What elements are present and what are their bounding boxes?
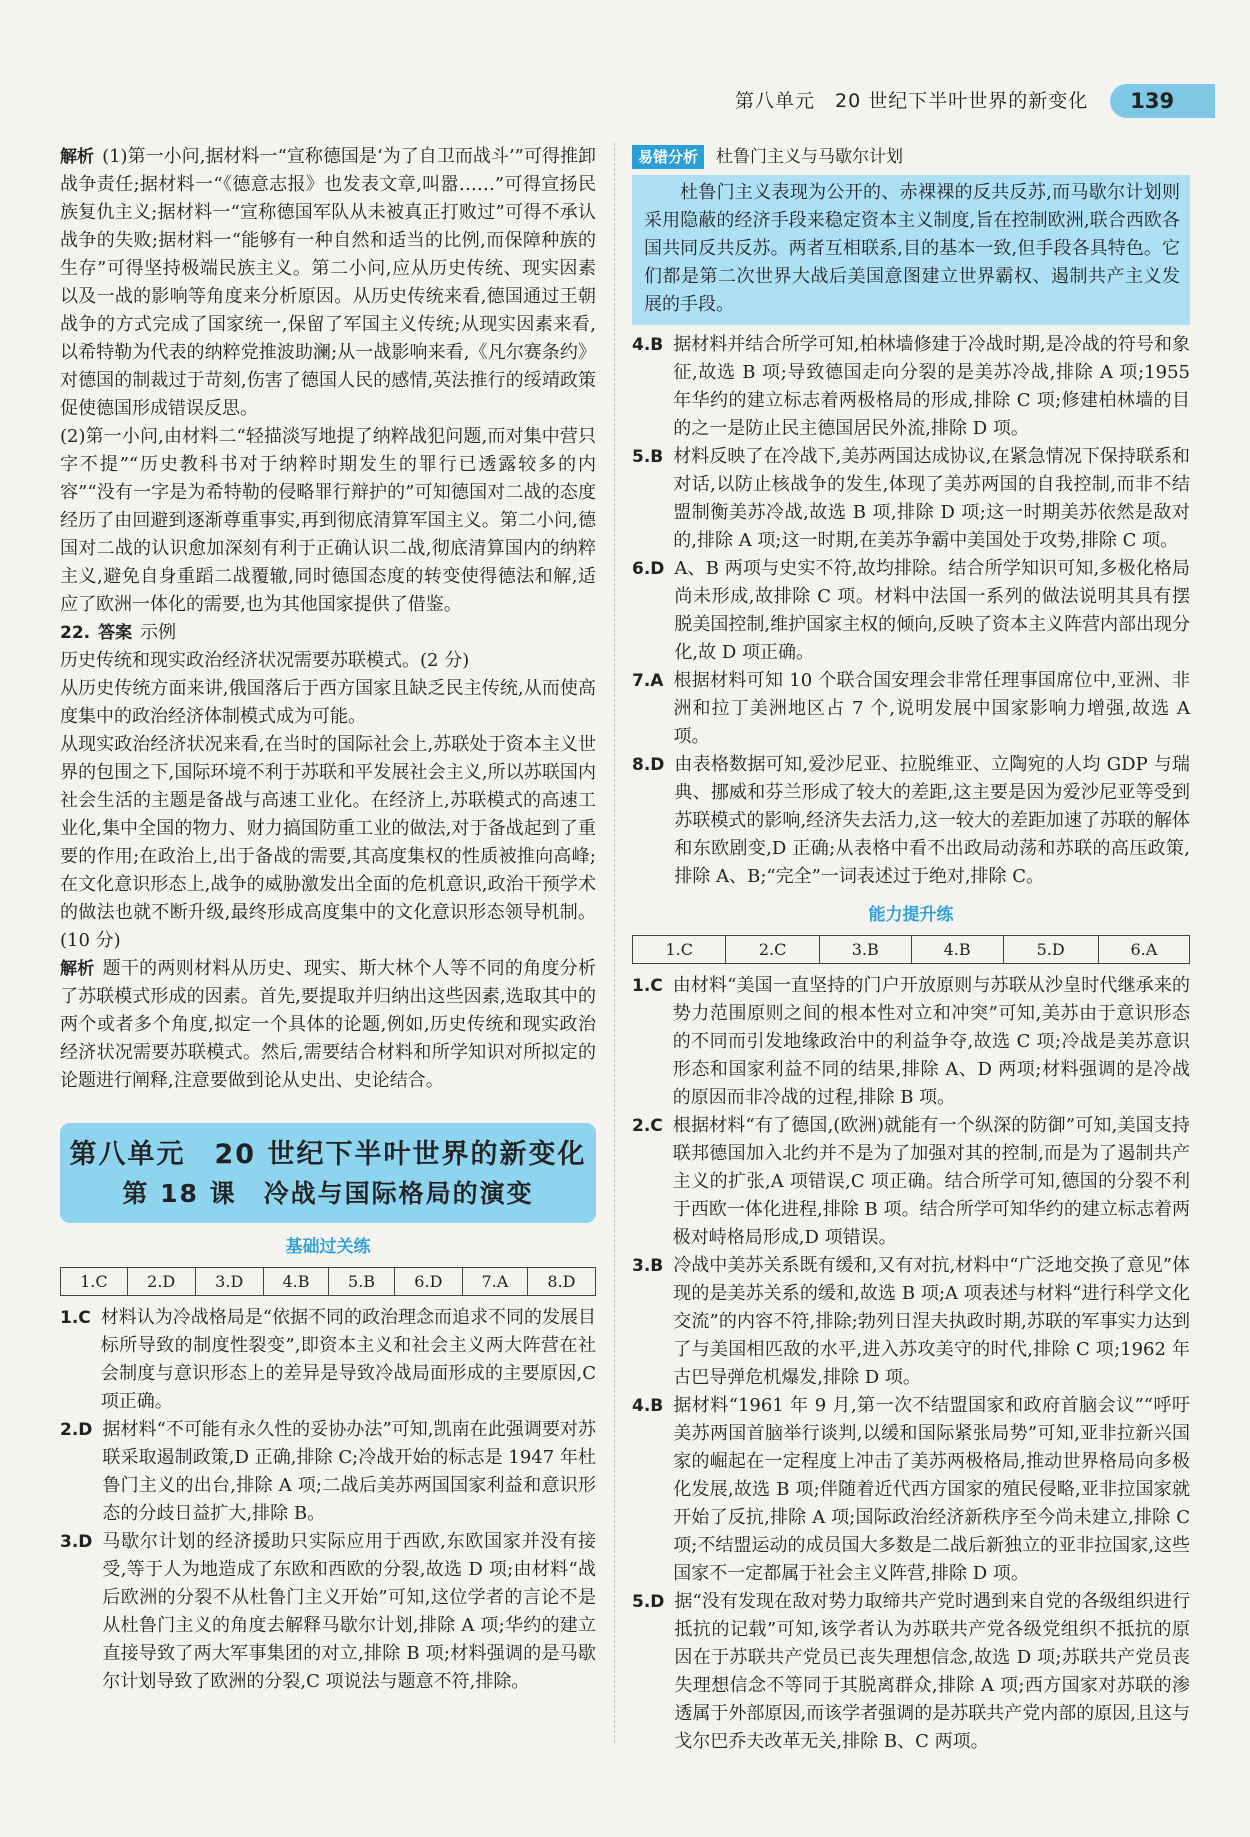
ability-item-3: 3.B 冷战中美苏关系既有缓和,又有对抗,材料中“广泛地交换了意见”体现的是美苏关系的缓和,故选 B 项;A 项表述与材料“进行科学文化交流”的内容不符,排除;勃列日涅夫执政时期,苏联的军事实力达到了与美国相匹敌的水平,进入苏攻美守的时代,排除 C 项;1962 年古巴导弹危机爆发,排除 D 项。 [632,1255,1190,1388]
lesson-title: 第 18 课 冷战与国际格局的演变 [122,1179,534,1208]
basic-answer-cell: 7.A [462,1268,527,1296]
basic-item-3: 3.D 马歇尔计划的经济援助只实际应用于西欧,东欧国家并没有接受,等于人为地造成了东欧和西欧的分裂,故选 D 项;由材料“战后欧洲的分裂不从杜鲁门主义开始”可知,这位学者的言论不是从杜鲁门主义的角度去解释马歇尔计划,排除 A 项;华约的建立直接导致了两大军事集团的对立,排除 B 项;材料强调的是马歇尔计划导致了欧洲的分裂,C 项说法与题意不符,排除。 [60,1531,596,1692]
ability-item-2: 2.C 根据材料“有了德国,(欧洲)就能有一个纵深的防御”可知,美国支持联邦德国加入北约并不是为了加强对其的控制,而是为了遏制共产主义的扩张,A 项错误,C 项正确。结合所学可知,德国的分裂不利于西欧一体化进程,排除 B 项。结合所学可知华约的建立标志着两极对峙格局形成,D 项错误。 [632,1115,1190,1248]
ability-answer-cell: 2.C [726,936,819,964]
ability-answer-cell: 1.C [633,936,726,964]
page-number: 139 [1110,84,1215,118]
analysis-22: 解析 题干的两则材料从历史、现实、斯大林个人等不同的角度分析了苏联模式形成的因素。首先,要提取并归纳出这些因素,选取其中的两个或者多个角度,拟定一个具体的论题,例如,历史传统和现实政治经济状况需要苏联模式。然后,需要结合材料和所学知识对所拟定的论题进行阐释,注意要做到论从史出、史论结合。 [60,958,597,1091]
basic-answer-cell: 5.B [329,1268,395,1296]
analysis-21-p2: (2)第一小问,由材料二“轻描淡写地提了纳粹战犯问题,而对集中营只字不提”“历史教科书对于纳粹时期发生的罪行已透露较多的内容”“没有一字是为希特勒的侵略罪行辩护的”可知德国对二战的态度经历了由回避到逐渐尊重事实,再到彻底清算军国主义。第二小问,德国对二战的认识愈加深刻有利于正确认识二战,彻底清算国内的纳粹主义,避免自身重蹈二战覆辙,同时德国态度的转变使得德法和解,适应了欧洲一体化的需要,也为其他国家提供了借鉴。 [60,426,596,615]
error-analysis-subtitle: 杜鲁门主义与马歇尔计划 [716,147,904,167]
right-column [632,143,1190,1756]
page-header [735,84,1215,118]
basic-item-8: 8.D 由表格数据可知,爱沙尼亚、拉脱维亚、立陶宛的人均 GDP 与瑞典、挪威和芬兰形成了较大的差距,这主要是因为爱沙尼亚等受到苏联模式的影响,经济失去活力,这一较大的差距加速了苏联的解体和东欧剧变,D 正确;从表格中看不出政局动荡和苏联的高压政策,排除 A、B;“完全”一词表述过于绝对,排除 C。 [632,754,1190,887]
error-analysis-box [632,175,1190,325]
ability-section-title: 能力提升练 [868,905,954,925]
basic-item-4: 4.B 据材料并结合所学可知,柏林墙修建于冷战时期,是冷战的符号和象征,故选 B 项;导致德国走向分裂的是美苏冷战,排除 A 项;1955 年华约的建立标志着两极格局的形成,排除 C 项;修建柏林墙的目的之一是防止民主德国居民外流,排除 D 项。 [632,334,1190,439]
q22-p2: 从历史传统方面来讲,俄国落后于西方国家且缺乏民主传统,从而使高度集中的政治经济体制模式成为可能。 [60,678,596,727]
basic-item-1: 1.C 材料认为冷战格局是“依据不同的政治理念而追求不同的发展目标所导致的制度性裂变”,即资本主义和社会主义两大阵营在社会制度与意识形态上的差异是导致冷战局面形成的主要原因,C 项正确。 [60,1307,596,1412]
ability-answer-table [632,935,1190,964]
error-analysis-header [632,143,1190,171]
basic-answer-cell: 3.D [195,1268,263,1296]
basic-answer-cell: 8.D [527,1268,595,1296]
ability-answer-cell: 6.A [1098,936,1189,964]
basic-answer-table [60,1267,596,1296]
ability-answer-cell: 4.B [911,936,1003,964]
basic-item-5: 5.B 材料反映了在冷战下,美苏两国达成协议,在紧急情况下保持联系和对话,以防止核战争的发生,体现了美苏两国的自我控制,而非不结盟制衡美苏冷战,故选 B 项,排除 D 项;这一时期美苏依然是敌对的,排除 A 项;这一时期,在美苏争霸中美国处于攻势,排除 C 项。 [632,446,1190,551]
ability-item-1: 1.C 由材料“美国一直坚持的门户开放原则与苏联从沙皇时代继承来的势力范围原则之间的根本性对立和冲突”可知,美苏由于意识形态的不同而引发地缘政治中的利益争夺,故选 C 项;冷战是美苏意识形态和国家利益不同的结果,排除 A、D 两项;材料强调的是冷战的原因而非冷战的过程,排除 B 项。 [632,975,1190,1108]
basic-item-7: 7.A 根据材料可知 10 个联合国安理会非常任理事国席位中,亚洲、非洲和拉丁美洲地区占 7 个,说明发展中国家影响力增强,故选 A 项。 [632,670,1190,747]
basic-item-6: 6.D A、B 两项与史实不符,故均排除。结合所学知识可知,多极化格局尚未形成,故排除 C 项。材料中法国一系列的做法说明其具有摆脱美国控制,维护国家主权的倾向,反映了资本主义阵营内部出现分化,故 D 项正确。 [632,558,1190,663]
basic-item-2: 2.D 据材料“不可能有永久性的妥协办法”可知,凯南在此强调要对苏联采取遏制政策,D 正确,排除 C;冷战开始的标志是 1947 年杜鲁门主义的出台,排除 A 项;二战后美苏两国国家利益和意识形态的分歧日益扩大,排除 B。 [60,1419,596,1524]
analysis-label: 解析 [60,959,95,979]
ability-answer-cell: 5.D [1003,936,1098,964]
q22-heading: 22. 答案 示例 [60,622,177,643]
unit-title: 第八单元 20 世纪下半叶世界的新变化 [69,1139,587,1170]
error-analysis-text: 杜鲁门主义表现为公开的、赤裸裸的反共反苏,而马歇尔计划则采用隐蔽的经济手段来稳定资本主义制度,旨在控制欧洲,联合西欧各国共同反共反苏。两者互相联系,目的基本一致,但手段各具特色。它们都是第二次世界大战后美国意图建立世界霸权、遏制共产主义发展的手段。 [644,182,1180,315]
column-divider [614,143,615,1743]
analysis-21-p1: 解析 (1)第一小问,据材料一“宣称德国是‘为了自卫而战斗’”可得推卸战争责任;据材料一“《德意志报》也发表文章,叫嚣……”可得宣扬民族复仇主义;据材料一“宣称德国军队从未被真正打败过”可得不承认战争的失败;据材料一“能够有一种自然和适当的比例,而保障种族的生存”可得坚持极端民族主义。第二小问,应从历史传统、现实因素以及一战的影响等角度来分析原因。从历史传统来看,德国通过王朝战争的方式完成了国家统一,保留了军国主义传统;从现实因素来看,以希特勒为代表的纳粹党推波助澜;从一战影响来看,《凡尔赛条约》对德国的制裁过于苛刻,伤害了德国人民的感情,英法推行的绥靖政策促使德国形成错误反思。 [60,146,596,419]
header-title: 第八单元 20 世纪下半叶世界的新变化 [735,90,1089,112]
basic-answer-cell: 4.B [263,1268,329,1296]
answer-label: 答案 [98,623,133,643]
q22-p3: 从现实政治经济状况来看,在当时的国际社会上,苏联处于资本主义世界的包围之下,国际环境不利于苏联和平发展社会主义,所以苏联国内社会生活的主题是备战与高速工业化。在经济上,苏联模式的高速工业化,集中全国的物力、财力搞国防重工业的做法,对于备战起到了重要的作用;在政治上,出于备战的需要,其高度集权的性质被推向高峰;在文化意识形态上,战争的威胁激发出全面的危机意识,政治干预学术的做法也就不断升级,最终形成高度集中的文化意识形态领导机制。(10 分) [60,734,596,951]
basic-answer-cell: 1.C [61,1268,128,1296]
analysis-label: 解析 [60,147,95,167]
left-column [60,143,596,1696]
q22-p1: 历史传统和现实政治经济状况需要苏联模式。(2 分) [60,650,470,671]
ability-item-4: 4.B 据材料“1961 年 9 月,第一次不结盟国家和政府首脑会议”“呼吁美苏两国首脑举行谈判,以缓和国际紧张局势”可知,亚非拉新兴国家的崛起在一定程度上冲击了美苏两极格局,推动世界格局向多极化发展,故选 B 项;伴随着近代西方国家的殖民侵略,亚非拉国家就开始了反抗,排除 A 项;国际政治经济新秩序至今尚未建立,排除 C 项;不结盟运动的成员国大多数是二战后新独立的亚非拉国家,这些国家不一定都属于社会主义阵营,排除 D 项。 [632,1395,1190,1584]
basic-answer-cell: 2.D [127,1268,195,1296]
basic-section-title: 基础过关练 [285,1237,371,1257]
basic-answer-cell: 6.D [394,1268,462,1296]
unit-banner [60,1123,596,1223]
ability-answer-cell: 3.B [819,936,911,964]
error-analysis-badge: 易错分析 [632,145,704,169]
ability-item-5: 5.D 据“没有发现在敌对势力取缔共产党时遇到来自党的各级组织进行抵抗的记载”可知,该学者认为苏联共产党各级党组织不抵抗的原因在于苏联共产党员已丧失理想信念,故选 D 项;苏联共产党员丧失理想信念不等同于其脱离群众,排除 A 项;西方国家对苏联的渗透属于外部原因,而该学者强调的是苏联共产党内部的原因,且这与戈尔巴乔夫改革无关,排除 B、C 两项。 [632,1591,1190,1752]
